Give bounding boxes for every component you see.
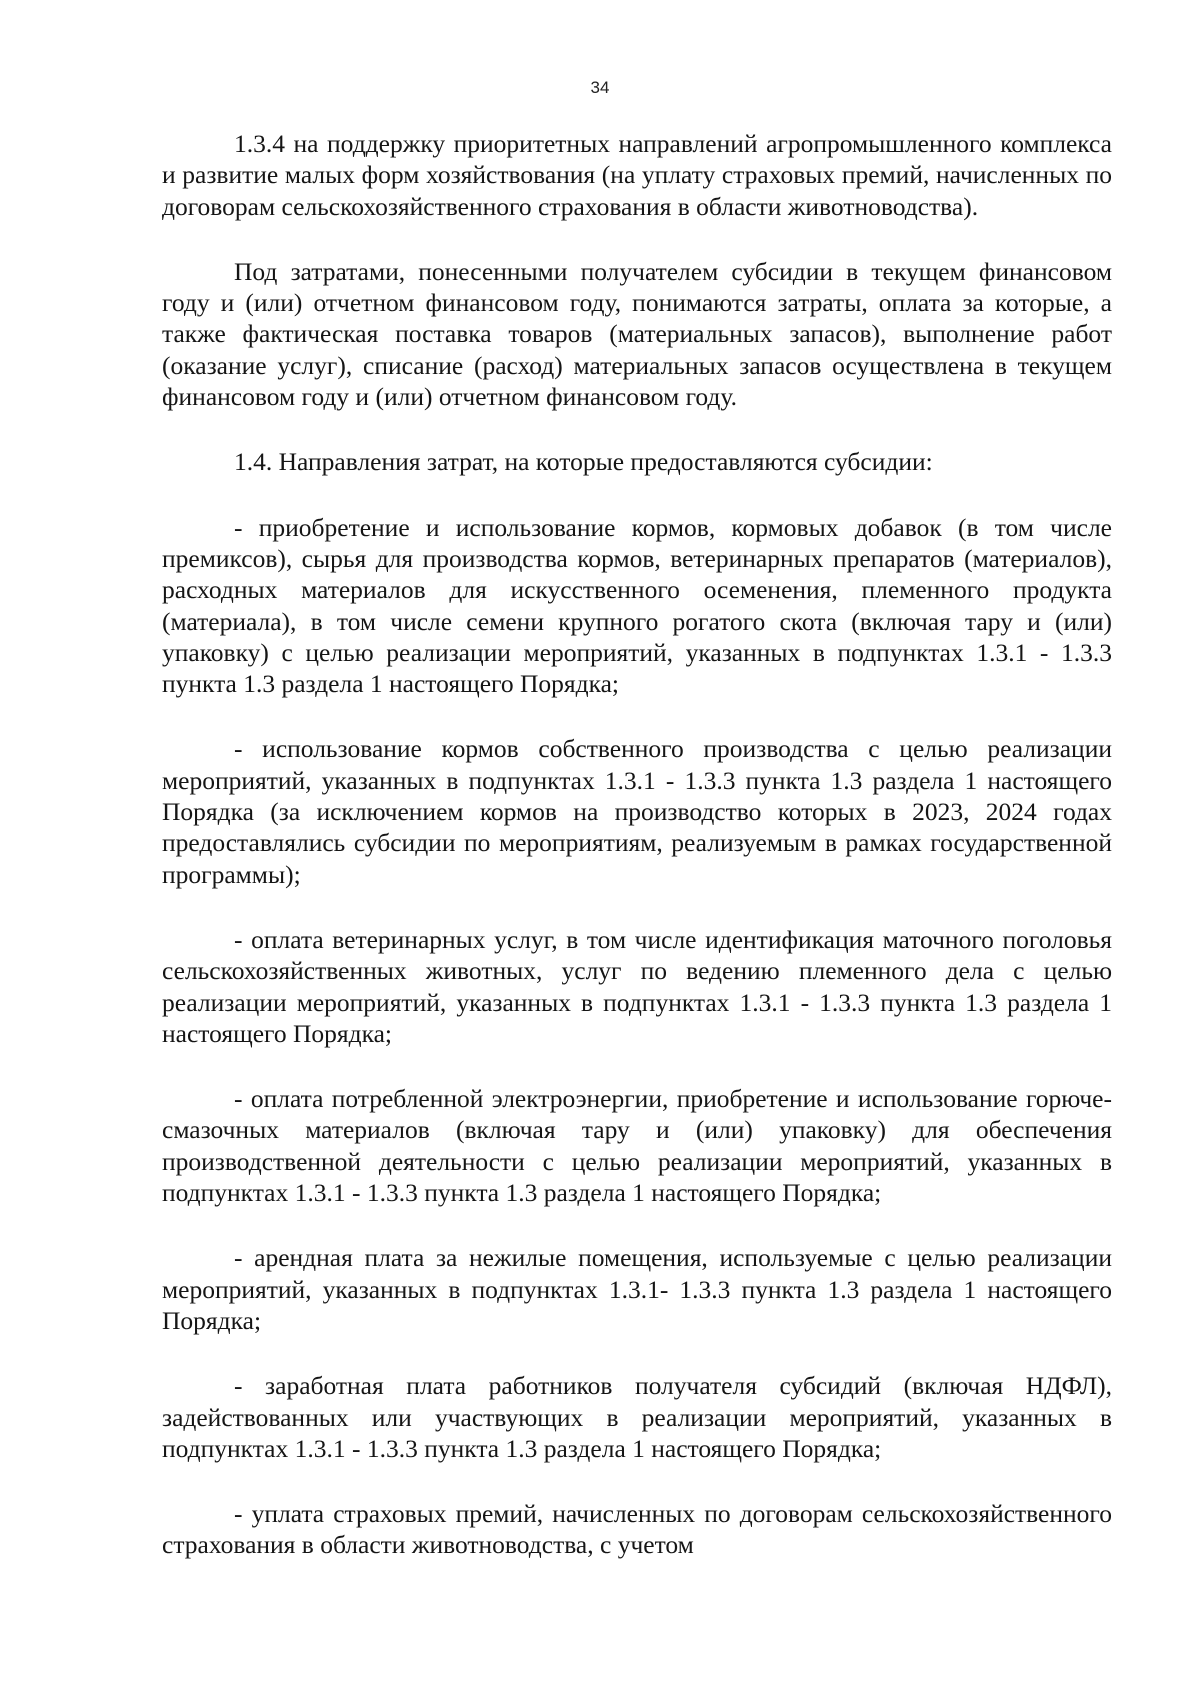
paragraph-1-3-4: 1.3.4 на поддержку приоритетных направлений агропромышленного комплекса и развитие малых форм хозяйствования (на уплату страховых премий, начисленных по договорам сельскохозяйственного страхования в области животноводства). (162, 129, 1112, 221)
list-item-wages: - заработная плата работников получателя субсидий (включая НДФЛ), задействованных или участвующих в реализации мероприятий, указанных в подпунктах 1.3.1 - 1.3.3 пункта 1.3 раздела 1 настоящего Порядка; (162, 1371, 1112, 1463)
list-item-veterinary-services: - оплата ветеринарных услуг, в том числе идентификация маточного поголовья сельскохозяйственных животных, услуг по ведению племенного дела с целью реализации мероприятий, указанных в подпунктах 1.3.1 - 1.3.3 пункта 1.3 раздела 1 настоящего Порядка; (162, 924, 1112, 1048)
paragraph-costs-definition: Под затратами, понесенными получателем субсидии в текущем финансовом году и (или) отчетном финансовом году, понимаются затраты, оплата за которые, а также фактическая поставка товаров (материальных запасов), выполнение работ (оказание услуг), списание (расход) материальных запасов осуществлена в текущем финансовом году и (или) отчетном финансовом году. (162, 256, 1112, 412)
page-number: 34 (590, 78, 610, 97)
list-item-feed-purchase: - приобретение и использование кормов, кормовых добавок (в том числе премиксов), сырья для производства кормов, ветеринарных препаратов (материалов), расходных материалов для искусственного осеменения, племенного продукта (материала), в том числе семени крупного рогатого скота (включая тару и (или) упаковку) с целью реализации мероприятий, указанных в подпунктах 1.3.1 - 1.3.3 пункта 1.3 раздела 1 настоящего Порядка; (162, 512, 1112, 699)
list-item-insurance-premiums: - уплата страховых премий, начисленных по договорам сельскохозяйственного страхования в области животноводства, с учетом (162, 1499, 1112, 1560)
list-item-own-feed: - использование кормов собственного производства с целью реализации мероприятий, указанных в подпунктах 1.3.1 - 1.3.3 пункта 1.3 раздела 1 настоящего Порядка (за исключением кормов на производство которых в 2023, 2024 годах предоставлялись субсидии по мероприятиям, реализуемым в рамках государственной программы); (162, 734, 1112, 889)
paragraph-1-4-heading: 1.4. Направления затрат, на которые предоставляются субсидии: (234, 447, 933, 477)
list-item-rent: - арендная плата за нежилые помещения, используемые с целью реализации мероприятий, указанных в подпунктах 1.3.1- 1.3.3 пункта 1.3 раздела 1 настоящего Порядка; (162, 1243, 1112, 1335)
list-item-electricity-fuel: - оплата потребленной электроэнергии, приобретение и использование горюче-смазочных материалов (включая тару и (или) упаковку) для обеспечения производственной деятельности с целью реализации мероприятий, указанных в подпунктах 1.3.1 - 1.3.3 пункта 1.3 раздела 1 настоящего Порядка; (162, 1084, 1112, 1208)
document-body (162, 128, 1112, 1561)
